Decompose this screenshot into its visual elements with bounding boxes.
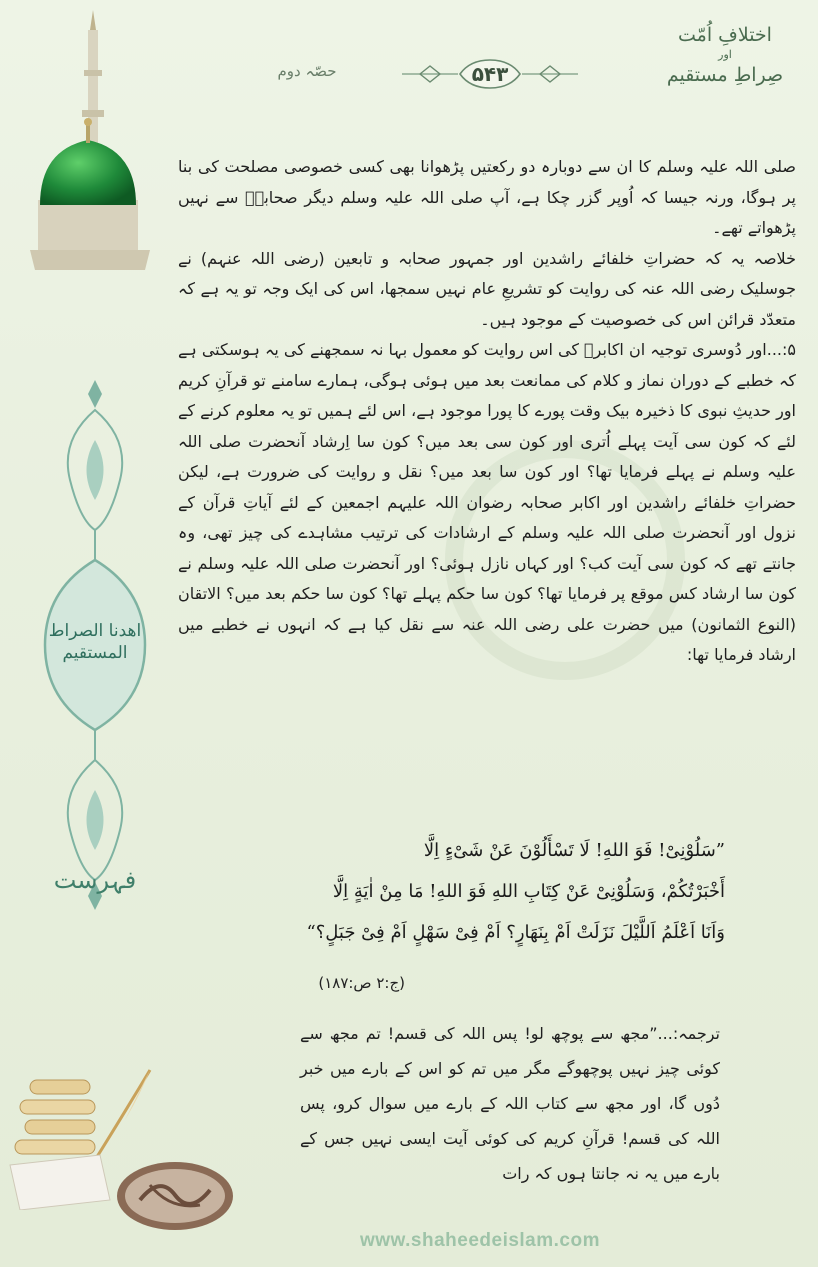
arabic-quote	[245, 830, 725, 953]
body-paragraph: خلاصہ یہ کہ حضراتِ خلفائے راشدین اور جمہور صحابہ و تابعین (رضی اللہ عنہم) نے جوسلیک رضی اللہ عنہ کی روایت کو تشریعِ عام نہیں سمجھا، اس کی ایک وجہ تو یہ ہے کہ متعدّد قرائن اس کی خصوصیت کے موجود ہیں۔	[178, 248, 796, 329]
arabic-quote-line: ”سَلُوْنِیْ! فَوَ اللهِ! لَا تَسْأَلُوْنَ عَنْ شَیْءٍ اِلَّا	[423, 840, 725, 861]
calligraphy-seal	[115, 1160, 235, 1232]
ornament-text: اھدنا الصراط المستقیم	[48, 621, 142, 663]
body-text	[178, 152, 796, 671]
translation-paragraph: ترجمہ:...”مجھ سے پوچھ لو! پس اللہ کی قسم! تم مجھ سے کوئی چیز نہیں پوچھوگے مگر میں تم کو اس کے بارے میں خبر دُوں گا، اور مجھ سے کتاب اللہ کے بارے میں سوال کرو، پس اللہ کی قسم! قرآنِ کریم کی کوئی آیت ایسی نہیں جس کے بارے میں یہ نہ جانتا ہوں کہ رات	[300, 1024, 720, 1183]
mosque-illustration	[0, 0, 170, 280]
citation-reference: (ج:۲ ص:۱۸۷)	[318, 974, 405, 992]
arabic-quote-line: وَاَنَا اَعْلَمُ اَللَّیْلَ نَزَلَتْ اَمْ بِنَهَارٍ؟ اَمْ فِیْ سَهْلٍ اَمْ فِیْ جَبَلٍ؟“	[306, 922, 725, 943]
section-label: حصّہ دوم	[277, 62, 337, 80]
page-number: ۵۴۳	[471, 62, 509, 86]
book-title-line3: صِراطِ مستقیم	[666, 64, 784, 86]
translation-text	[300, 1016, 720, 1191]
book-title	[650, 22, 800, 112]
book-title-line1: اختلافِ اُمّت	[678, 24, 772, 46]
arabic-quote-line: أَخْبَرْتُکُمْ، وَسَلُوْنِیْ عَنْ کِتَابِ اللهِ فَوَ اللهِ! مَا مِنْ اٰیَةٍ اِلَّا	[332, 881, 725, 902]
page-number-badge	[400, 56, 580, 92]
body-paragraph: صلی اللہ علیہ وسلم کا ان سے دوبارہ دو رکعتیں پڑھوانا بھی کسی خصوصی مصلحت کی بنا پر ہوگا، ورنہ جیسا کہ اُوپر گزر چکا ہے، آپ صلی اللہ علیہ وسلم دیگر صحابہؓ سے نہیں پڑھواتے تھے۔	[178, 157, 796, 237]
website-url[interactable]: www.shaheedeislam.com	[360, 1230, 600, 1251]
index-link[interactable]: فہرست	[53, 866, 137, 894]
book-title-line2: اور	[718, 48, 732, 61]
body-paragraph: ۵:...اور دُوسری توجیہ ان اکابرؒ کی اس روایت کو معمول بہا نہ سمجھنے کی یہ ہوسکتی ہے کہ خطبے کے دوران نماز و کلام کی ممانعت بعد میں ہوئی ہوگی، ہمارے سامنے تو قرآنِ کریم اور حدیثِ نبوی کا ذخیرہ بیک وقت پورے کا پورا موجود ہے، اس لئے ہمیں تو یہ معلوم کرنے کے لئے کہ کون سی آیت پہلے اُتری اور کون سی بعد میں؟ کون سا اِرشاد آنحضرت صلی اللہ علیہ وسلم نے پہلے فرمایا تھا؟ اور کون سا بعد میں؟ نقل و روایت کی ضرورت ہے، لیکن حضراتِ خلفائے راشدین اور اکابر صحابہ رضوان اللہ علیہم اجمعین کے لئے آیاتِ قرآن کے نزول اور آنحضرت صلی اللہ علیہ وسلم کے ارشادات کی ترتیب مشاہدے کی چیز تھی، وہ جانتے تھے کہ کون سی آیت کب؟ اور کہاں نازل ہوئی؟ اور آنحضرت صلی اللہ علیہ وسلم نے کون سا ارشاد کس موقع پر فرمایا تھا؟ کون سا حکم پہلے تھا؟ کون سا حکم بعد میں؟ الاتقان (النوع الثمانون) میں حضرت علی رضی اللہ عنہ سے نقل کیا ہے کہ انہوں نے خطبے میں ارشاد فرمایا تھا:	[178, 340, 797, 664]
